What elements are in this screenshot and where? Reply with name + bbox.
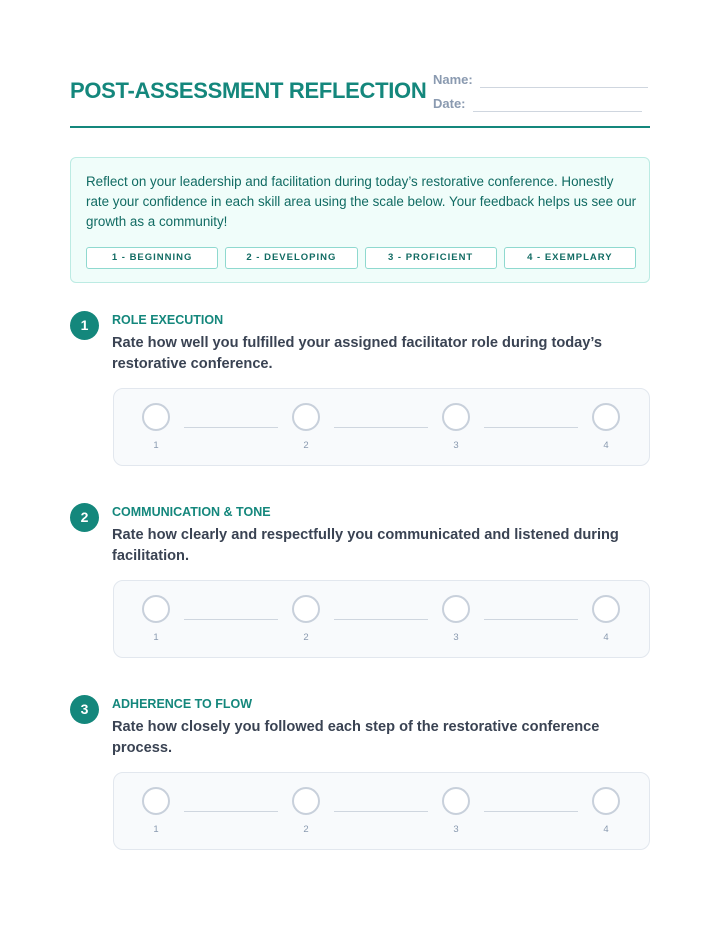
rating-option-3[interactable] <box>442 595 470 623</box>
question-adherence-to-flow <box>70 695 650 855</box>
name-line[interactable] <box>480 87 648 88</box>
rating-scale <box>113 580 650 658</box>
name-label: Name: <box>433 72 473 87</box>
date-label: Date: <box>433 96 466 111</box>
rating-label: 1 <box>153 632 159 643</box>
rating-label: 3 <box>453 824 459 835</box>
rating-connector <box>484 427 578 428</box>
rating-label: 4 <box>603 824 609 835</box>
rating-label: 2 <box>303 632 309 643</box>
rating-label: 2 <box>303 824 309 835</box>
rating-option-3[interactable] <box>442 403 470 431</box>
rating-option-4[interactable] <box>592 403 620 431</box>
rating-label: 1 <box>153 440 159 451</box>
rating-option-1[interactable] <box>142 595 170 623</box>
scale-exemplary: 4 - EXEMPLARY <box>504 247 636 269</box>
question-category: ADHERENCE TO FLOW <box>112 697 253 711</box>
rating-option-4[interactable] <box>592 787 620 815</box>
scale-beginning: 1 - BEGINNING <box>86 247 218 269</box>
rating-connector <box>184 427 278 428</box>
page-title: POST-ASSESSMENT REFLECTION <box>70 78 427 103</box>
question-text: Rate how closely you followed each step of the restorative conference process. <box>112 719 600 756</box>
rating-option-1[interactable] <box>142 787 170 815</box>
rating-label: 4 <box>603 440 609 451</box>
rating-option-2[interactable] <box>292 403 320 431</box>
instructions-box <box>70 157 650 283</box>
question-number-badge: 2 <box>70 503 99 532</box>
rating-label: 4 <box>603 632 609 643</box>
rating-connector <box>184 619 278 620</box>
question-number-badge: 1 <box>70 311 99 340</box>
rating-connector <box>334 619 428 620</box>
question-category: COMMUNICATION & TONE <box>112 505 271 519</box>
rating-option-1[interactable] <box>142 403 170 431</box>
rating-label: 1 <box>153 824 159 835</box>
rating-scale <box>113 388 650 466</box>
rating-connector <box>484 811 578 812</box>
rating-label: 3 <box>453 440 459 451</box>
rating-connector <box>484 619 578 620</box>
scale-proficient: 3 - PROFICIENT <box>365 247 497 269</box>
rating-label: 2 <box>303 440 309 451</box>
instructions-text: Reflect on your leadership and facilitation during today’s restorative conference. Honestly rate your confidence in each skill area using the scale below. Your feedback helps us see our growth as a community! <box>86 174 637 229</box>
question-number-badge: 3 <box>70 695 99 724</box>
question-role-execution <box>70 311 650 471</box>
rating-option-2[interactable] <box>292 787 320 815</box>
rating-scale-legend <box>86 247 636 269</box>
rating-label: 3 <box>453 632 459 643</box>
rating-connector <box>334 811 428 812</box>
rating-option-2[interactable] <box>292 595 320 623</box>
rating-scale <box>113 772 650 850</box>
question-communication-tone <box>70 503 650 663</box>
rating-connector <box>334 427 428 428</box>
scale-developing: 2 - DEVELOPING <box>225 247 357 269</box>
question-text: Rate how well you fulfilled your assigned facilitator role during today’s restorative conference. <box>112 335 603 372</box>
question-category: ROLE EXECUTION <box>112 313 224 327</box>
page-header <box>70 70 650 128</box>
rating-option-4[interactable] <box>592 595 620 623</box>
date-line[interactable] <box>473 111 642 112</box>
rating-connector <box>184 811 278 812</box>
question-text: Rate how clearly and respectfully you communicated and listened during facilitation. <box>112 527 619 564</box>
rating-option-3[interactable] <box>442 787 470 815</box>
